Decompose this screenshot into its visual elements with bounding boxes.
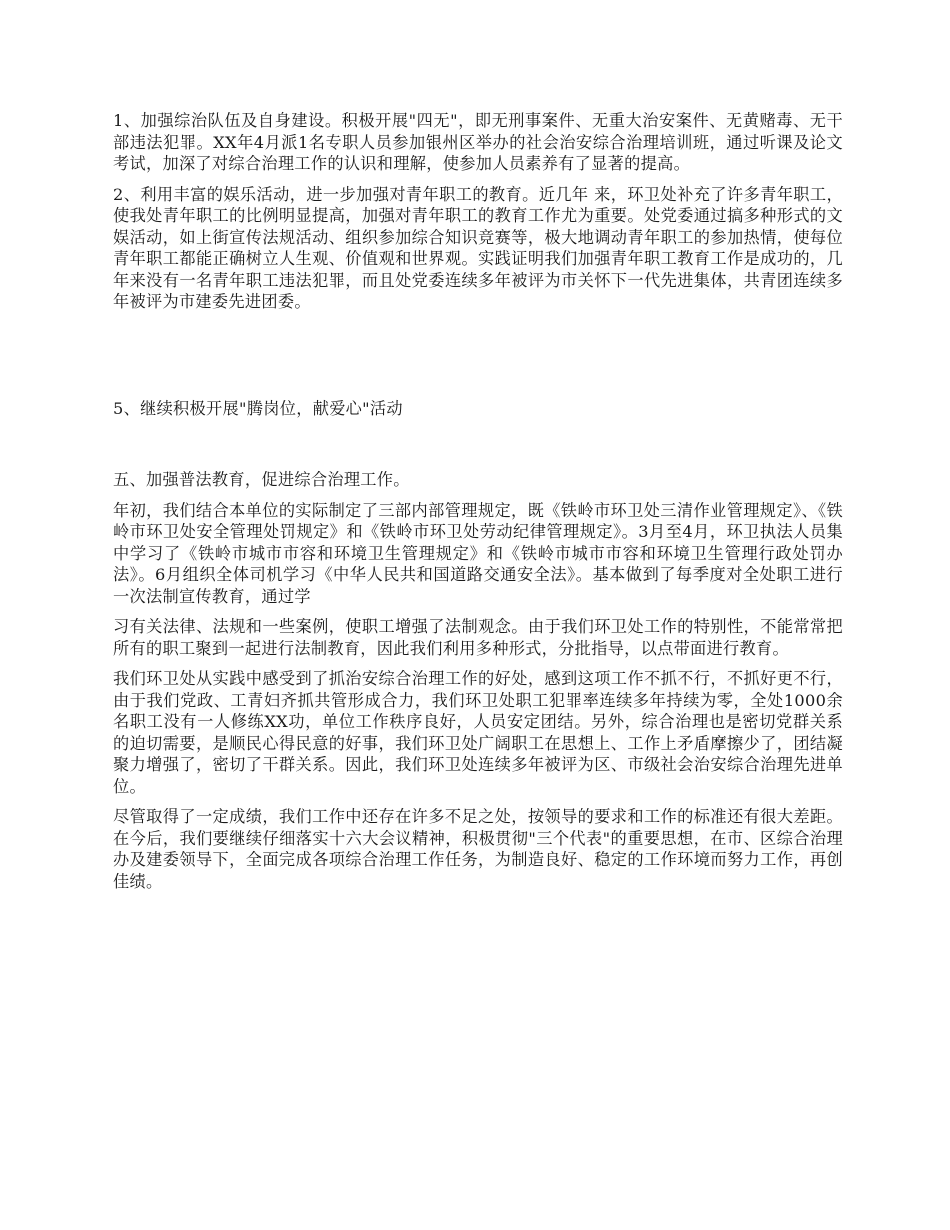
section-heading-legal-education: 五、加强普法教育，促进综合治理工作。 [113,470,410,489]
paragraph-regulations: 年初，我们结合本单位的实际制定了三部内部管理规定，既《铁岭市环卫处三清作业管理规定》、《铁岭市环卫处安全管理处罚规定》和《铁岭市环卫处劳动纪律管理规定》。3月至4月，环卫执法人员集中学习了《铁岭市城市市容和环境卫生管理规定》和《铁岭市城市市容和环境卫生管理行政处罚办法》。6月组织全体司机学习《中华人民共和国道路交通安全法》。基本做到了每季度对全处职工进行一次法制宣传教育，通过学 [113,500,843,606]
paragraph-team-building: 1、加强综治队伍及自身建设。积极开展"四无"，即无刑事案件、无重大治安案件、无黄赌毒、无干部违法犯罪。XX年4月派1名专职人员参加银州区举办的社会治安综合治理培训班，通过听课及论文考试，加深了对综合治理工作的认识和理解，使参加人员素养有了显著的提高。 [113,111,843,173]
paragraph-results: 我们环卫处从实践中感受到了抓治安综合治理工作的好处，感到这项工作不抓不行，不抓好更不行，由于我们党政、工青妇齐抓共管形成合力，我们环卫处职工犯罪率连续多年持续为零，全处1000余名职工没有一人修练XX功，单位工作秩序良好，人员安定团结。另外，综合治理也是密切党群关系的迫切需要，是顺民心得民意的好事，我们环卫处广阔职工在思想上、工作上矛盾摩擦少了，团结凝聚力增强了，密切了干群关系。因此，我们环卫处连续多年被评为区、市级社会治安综合治理先进单位。 [113,669,843,796]
paragraph-legal-awareness: 习有关法律、法规和一些案例，使职工增强了法制观念。由于我们环卫处工作的特别性，不能常常把所有的职工聚到一起进行法制教育，因此我们利用多种形式，分批指导，以点带面进行教育。 [113,617,843,658]
paragraph-conclusion: 尽管取得了一定成绩，我们工作中还存在许多不足之处，按领导的要求和工作的标准还有很大差距。在今后，我们要继续仔细落实十六大会议精神，积极贯彻"三个代表"的重要思想，在市、区综合治理办及建委领导下，全面完成各项综合治理工作任务，为制造良好、稳定的工作环境而努力工作，再创佳绩。 [113,807,843,891]
document-page [113,110,843,892]
paragraph-youth-education: 2、利用丰富的娱乐活动，进一步加强对青年职工的教育。近几年 来，环卫处补充了许多青年职工，使我处青年职工的比例明显提高，加强对青年职工的教育工作尤为重要。处党委通过搞多种形式的文娱活动，如上街宣传法规活动、组织参加综合知识竞赛等，极大地调动青年职工的参加热情，使每位青年职工都能正确树立人生观、价值观和世界观。实践证明我们加强青年职工教育工作是成功的，几年来没有一名青年职工违法犯罪，而且处党委连续多年被评为市关怀下一代先进集体，共青团连续多年被评为市建委先进团委。 [113,184,843,311]
paragraph-activity-heading: 5、继续积极开展"腾岗位，献爱心"活动 [113,398,403,418]
